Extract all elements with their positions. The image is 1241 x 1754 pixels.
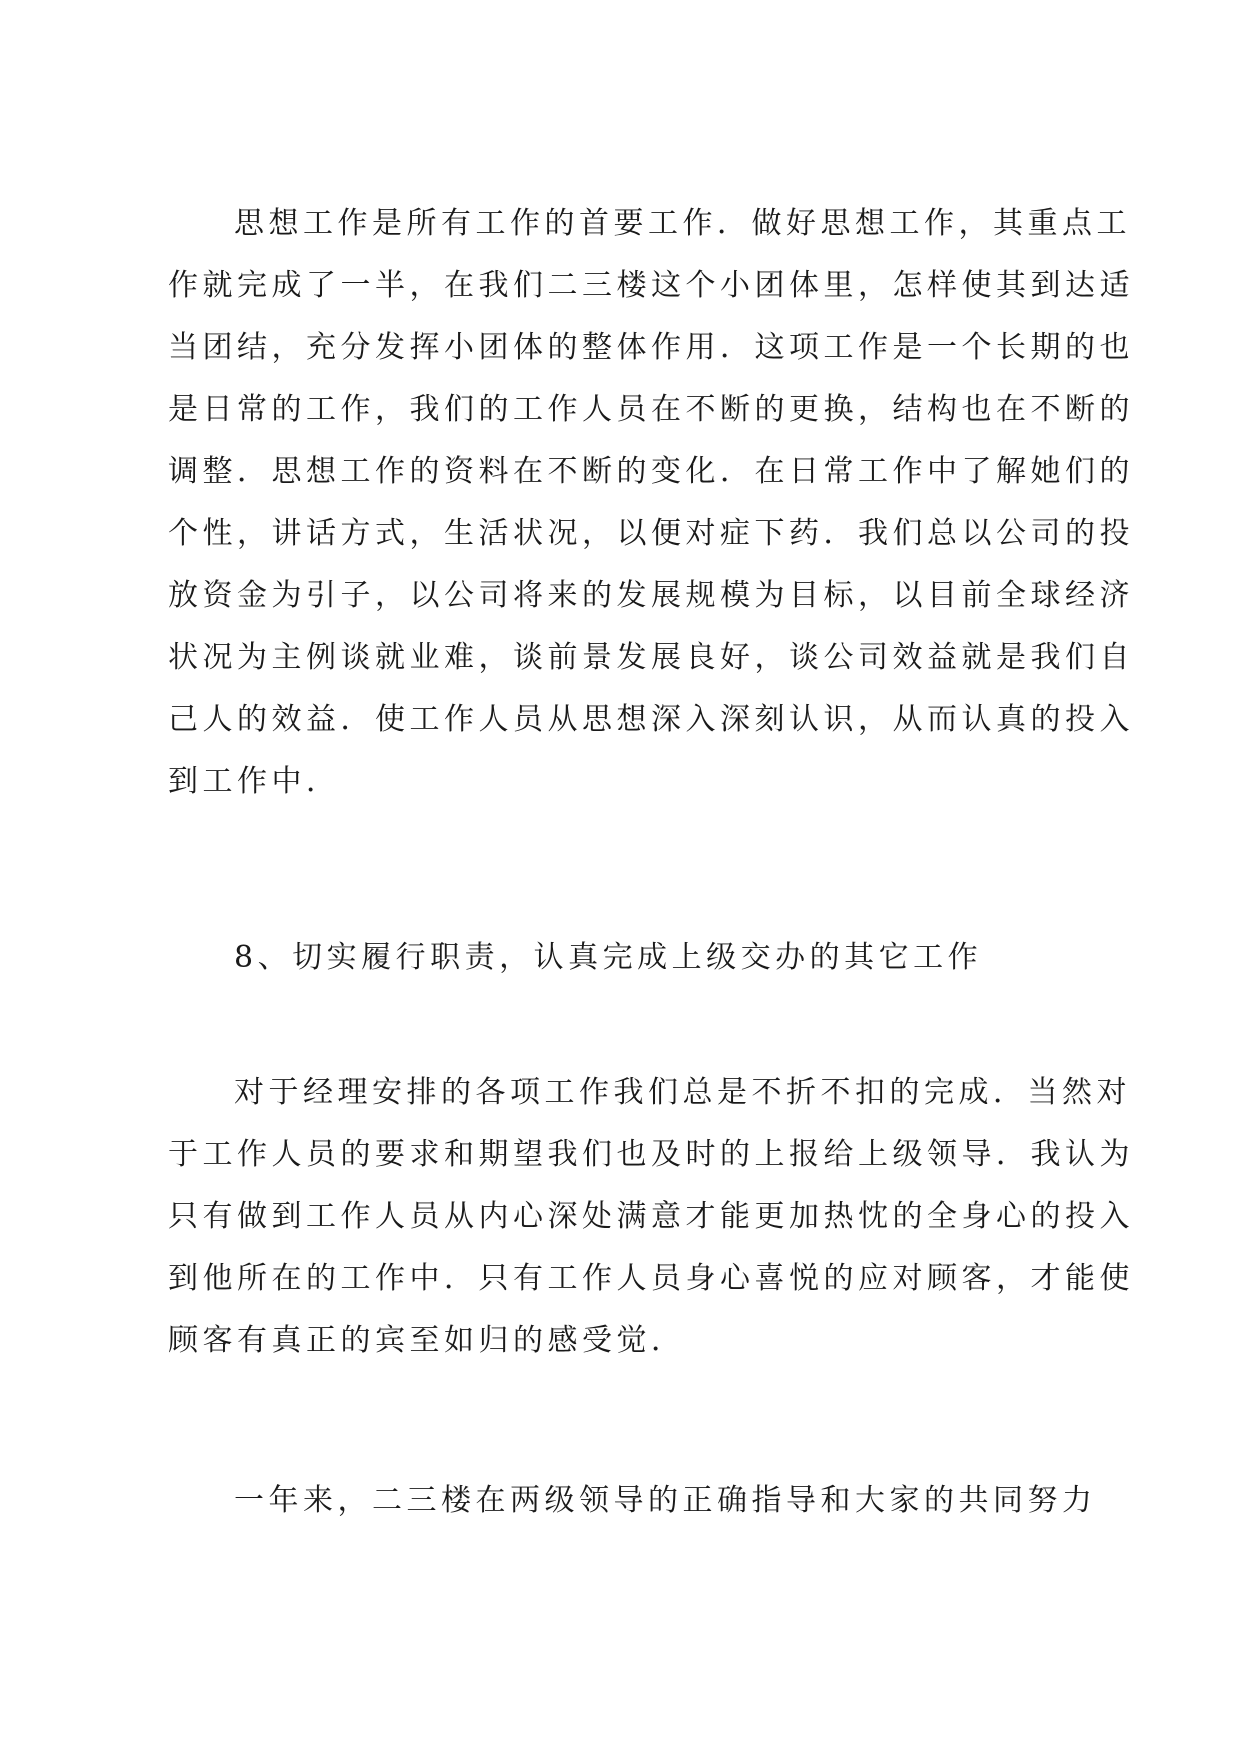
paragraph-line: 放资金为引子，以公司将来的发展规模为目标，以目前全球经济 <box>168 578 1134 613</box>
paragraph-line: 只有做到工作人员从内心深处满意才能更加热忱的全身心的投入 <box>168 1199 1134 1234</box>
paragraph-line: 到他所在的工作中．只有工作人员身心喜悦的应对顾客，才能使 <box>168 1261 1134 1296</box>
paragraph-line: 当团结，充分发挥小团体的整体作用．这项工作是一个长期的也 <box>168 330 1134 365</box>
paragraph-line: 思想工作是所有工作的首要工作．做好思想工作，其重点工 <box>234 206 1131 241</box>
paragraph-line: 一年来，二三楼在两级领导的正确指导和大家的共同努力 <box>234 1483 1097 1518</box>
heading-8: 8、切实履行职责，认真完成上级交办的其它工作 <box>234 940 983 975</box>
paragraph-line: 顾客有真正的宾至如归的感受觉． <box>168 1323 686 1358</box>
paragraph-line: 于工作人员的要求和期望我们也及时的上报给上级领导．我认为 <box>168 1137 1134 1172</box>
paragraph-line: 作就完成了一半，在我们二三楼这个小团体里，怎样使其到达适 <box>168 268 1134 303</box>
paragraph-complete-tasks <box>168 1062 1134 1372</box>
paragraph-line: 对于经理安排的各项工作我们总是不折不扣的完成．当然对 <box>234 1075 1131 1110</box>
paragraph-line: 状况为主例谈就业难，谈前景发展良好，谈公司效益就是我们自 <box>168 640 1134 675</box>
paragraph-line: 到工作中． <box>168 764 341 799</box>
paragraph-year-summary <box>168 1470 1097 1532</box>
section-heading <box>168 927 1088 989</box>
paragraph-line: 是日常的工作，我们的工作人员在不断的更换，结构也在不断的 <box>168 392 1134 427</box>
paragraph-line: 己人的效益．使工作人员从思想深入深刻认识，从而认真的投入 <box>168 702 1134 737</box>
paragraph-line: 个性，讲话方式，生活状况，以便对症下药．我们总以公司的投 <box>168 516 1134 551</box>
paragraph-work-ideology <box>168 193 1134 813</box>
paragraph-line: 调整．思想工作的资料在不断的变化．在日常工作中了解她们的 <box>168 454 1134 489</box>
